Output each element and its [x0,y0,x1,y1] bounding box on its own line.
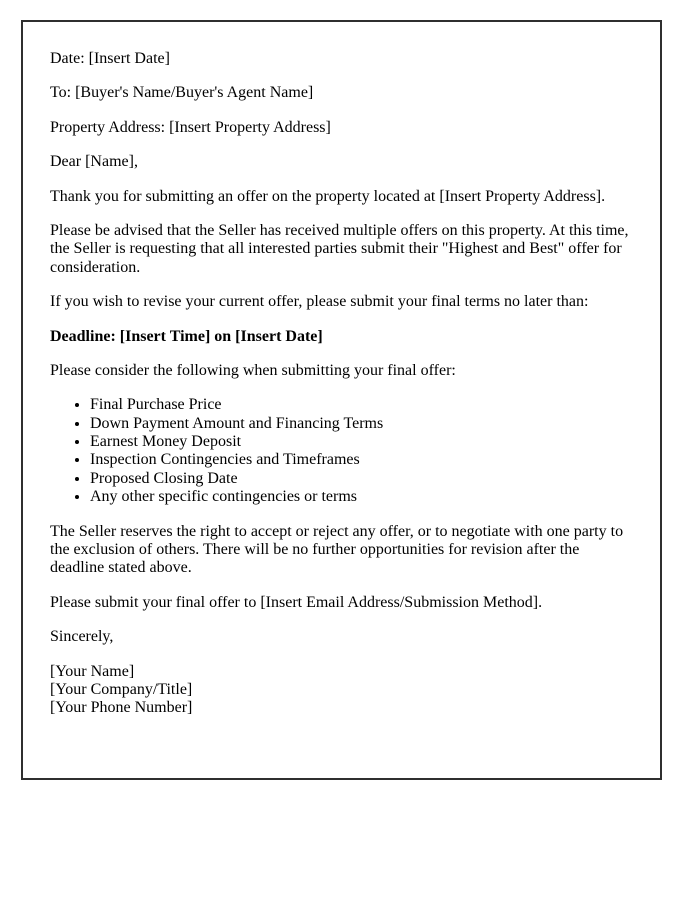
list-item: • Any other specific contingencies or terms [90,488,630,506]
list-item: • Proposed Closing Date [90,470,630,488]
list-item: • Final Purchase Price [90,396,630,414]
paragraph-submit-offer: Please submit your final offer to [Insert Email Address/Submission Method]. [50,593,543,611]
date-line: Date: [Insert Date] [50,50,170,67]
paragraph-consider: Please consider the following when submitting your final offer: [50,361,456,379]
paragraph-revise-offer: If you wish to revise your current offer, please submit your final terms no later than: [50,293,589,311]
closing: Sincerely, [50,628,114,646]
signature-name: [Your Name] [50,662,135,680]
signature-phone: [Your Phone Number] [50,699,193,717]
paragraph-seller-rights: The Seller reserves the right to accept or reject any offer, or to negotiate with one party to the exclusion of others. There will be no further opportunities for revision after the deadline stated above. [50,522,624,577]
signature-block [50,663,630,718]
salutation: Dear [Name], [50,153,138,171]
paragraph-thank-you: Thank you for submitting an offer on the property located at [Insert Property Address]. [50,187,606,205]
letter-document [21,20,662,780]
paragraph-multiple-offers: Please be advised that the Seller has received multiple offers on this property. At this time, the Seller is requesting that all interested parties submit their "Highest and Best" offer for consideration. [50,221,629,276]
considerations-list [50,396,630,506]
deadline-line: Deadline: [Insert Time] on [Insert Date] [50,327,323,345]
recipient-line: To: [Buyer's Name/Buyer's Agent Name] [50,84,314,102]
list-item: • Down Payment Amount and Financing Terms [90,415,630,433]
list-item: • Earnest Money Deposit [90,433,630,451]
property-address-line: Property Address: [Insert Property Address] [50,118,331,136]
signature-company-title: [Your Company/Title] [50,680,193,698]
list-item: • Inspection Contingencies and Timeframes [90,451,630,469]
